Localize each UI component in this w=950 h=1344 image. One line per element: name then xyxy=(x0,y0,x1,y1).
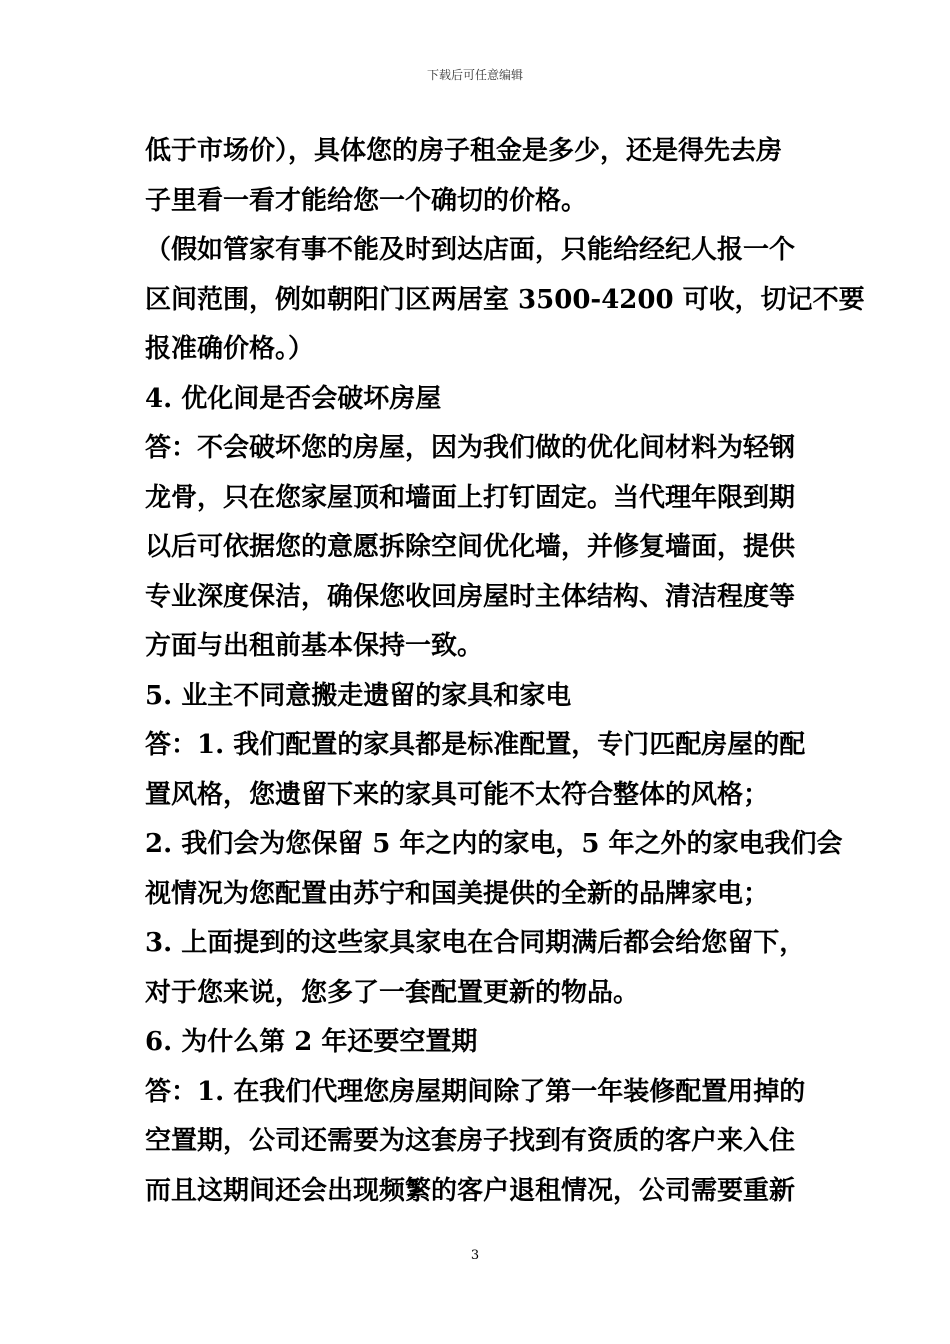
text-line: 而且这期间还会出现频繁的客户退租情况，公司需要重新 xyxy=(145,1175,796,1206)
text-line: 视情况为您配置由苏宁和国美提供的全新的品牌家电； xyxy=(145,878,770,909)
section-heading: 5. 业主不同意搬走遗留的家具和家电 xyxy=(145,680,572,711)
text-line: 答：1. 我们配置的家具都是标准配置，专门匹配房屋的配 xyxy=(145,730,806,760)
text-line: 答：不会破坏您的房屋，因为我们做的优化间材料为轻钢 xyxy=(145,433,796,463)
text-line: 以后可依据您的意愿拆除空间优化墙，并修复墙面，提供 xyxy=(145,532,796,562)
text-line: 低于市场价），具体您的房子租金是多少，还是得先去房 xyxy=(145,136,783,166)
text-line: 答：1. 在我们代理您房屋期间除了第一年装修配置用掉的 xyxy=(145,1076,806,1107)
text-line: 龙骨，只在您家屋顶和墙面上打钉固定。当代理年限到期 xyxy=(145,482,796,513)
text-line: 报准确价格。） xyxy=(145,334,315,364)
text-line: 区间范围，例如朝阳门区两居室 3500-4200 可收，切记不要 xyxy=(145,284,865,315)
text-line: 方面与出租前基本保持一致。 xyxy=(145,631,484,661)
text-line: 专业深度保洁，确保您收回房屋时主体结构、清洁程度等 xyxy=(145,581,796,612)
text-line: 对于您来说，您多了一套配置更新的物品。 xyxy=(145,977,640,1008)
section-heading: 4. 优化间是否会破坏房屋 xyxy=(145,383,442,414)
section-heading: 6. 为什么第 2 年还要空置期 xyxy=(145,1027,478,1057)
document-body xyxy=(145,127,865,1216)
text-line: 3. 上面提到的这些家具家电在合同期满后都会给您留下， xyxy=(145,928,806,958)
text-line: （假如管家有事不能及时到达店面，只能给经纪人报一个 xyxy=(145,235,796,265)
text-line: 置风格，您遗留下来的家具可能不太符合整体的风格； xyxy=(145,779,770,810)
text-line: 2. 我们会为您保留 5 年之内的家电，5 年之外的家电我们会 xyxy=(145,829,843,859)
text-line: 空置期，公司还需要为这套房子找到有资质的客户来入住 xyxy=(145,1126,796,1156)
text-line: 子里看一看才能给您一个确切的价格。 xyxy=(145,185,588,216)
page-number: 3 xyxy=(470,1248,480,1263)
page-header: 下载后可任意编辑 xyxy=(426,68,523,82)
